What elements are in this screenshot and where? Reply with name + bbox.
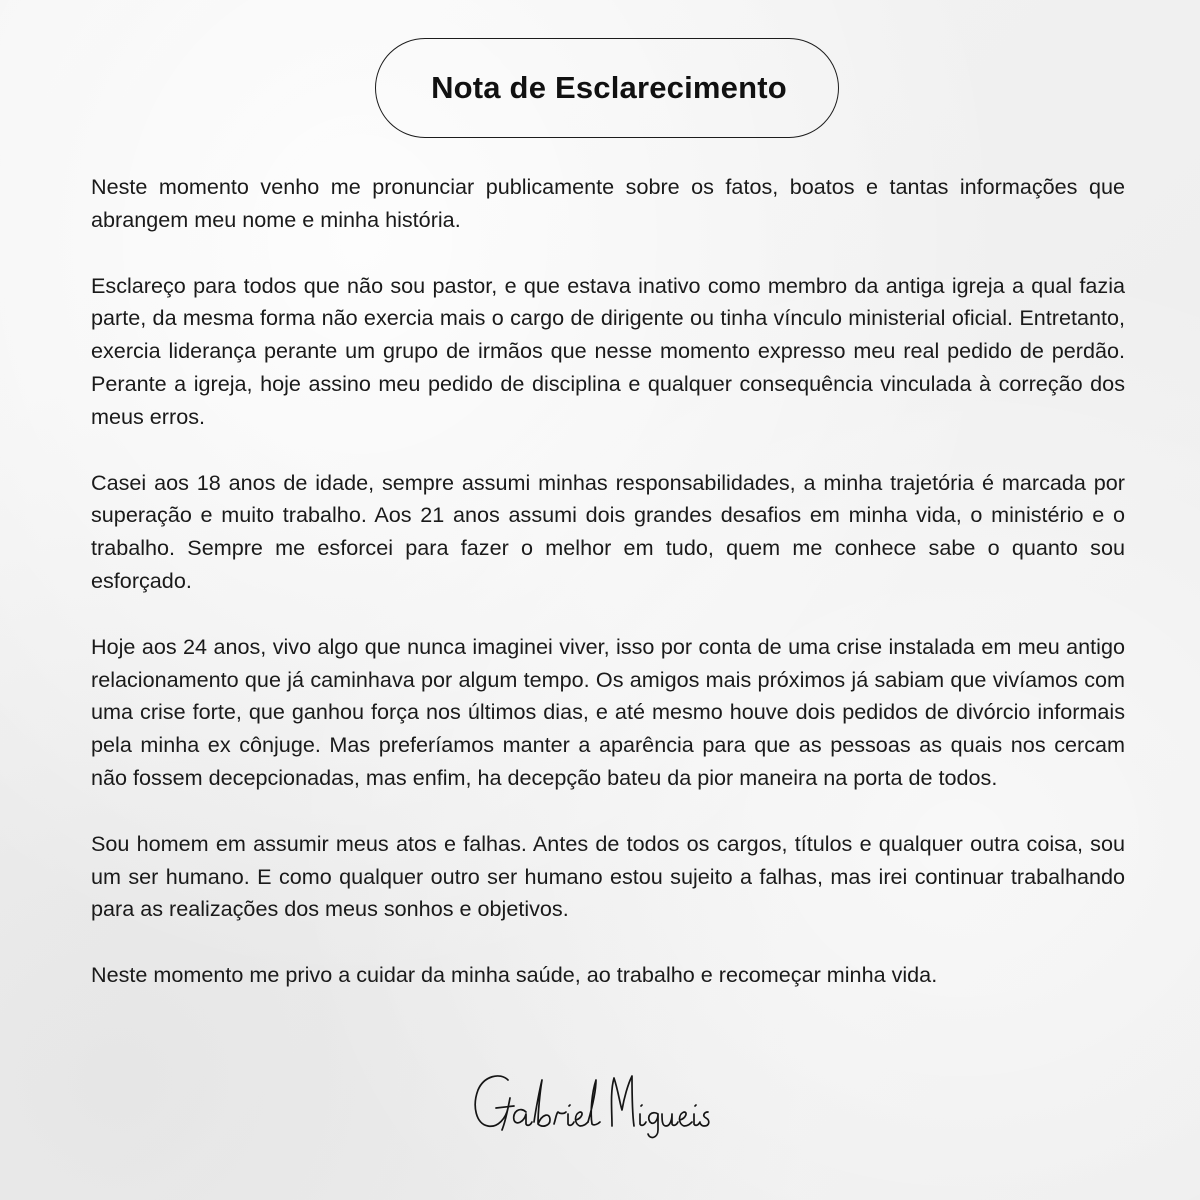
- paragraph-background: Casei aos 18 anos de idade, sempre assumi minhas responsabilidades, a minha trajetória é marcada por superação e muito trabalho. Aos 21 anos assumi dois grandes desafios em minha vida, o ministério e o trabalho. Sempre me esforcei para fazer o melhor em tudo, quem me conhece sabe o quanto sou esforçado.: [91, 469, 1125, 593]
- statement-body: [91, 171, 1125, 1025]
- paragraph-crisis: Hoje aos 24 anos, vivo algo que nunca imaginei viver, isso por conta de uma crise instalada em meu antigo relacionamento que já caminhava por algum tempo. Os amigos mais próximos já sabiam que vivíamos com uma crise forte, que ganhou força nos últimos dias, e até mesmo houve dois pedidos de divórcio informais pela minha ex cônjuge. Mas preferíamos manter a aparência para que as pessoas as quais nos cercam não fossem decepcionadas, mas enfim, ha decepção bateu da pior maneira na porta de todos.: [91, 633, 1125, 790]
- handwritten-signature: [470, 1068, 740, 1140]
- paragraph-intro: Neste momento venho me pronunciar publicamente sobre os fatos, boatos e tantas informações que abrangem meu nome e minha história.: [91, 174, 1125, 232]
- page-title: Nota de Esclarecimento: [431, 70, 787, 105]
- paragraph-clarification: Esclareço para todos que não sou pastor, e que estava inativo como membro da antiga igreja a qual fazia parte, da mesma forma não exercia mais o cargo de dirigente ou tinha vínculo ministerial oficial. Entretanto, exercia liderança perante um grupo de irmãos que nesse momento expresso meu real pedido de perdão. Perante a igreja, hoje assino meu pedido de disciplina e qualquer consequência vinculada à correção dos meus erros.: [91, 272, 1125, 429]
- paragraph-accountability: Sou homem em assumir meus atos e falhas. Antes de todos os cargos, títulos e qualquer outra coisa, sou um ser humano. E como qualquer outro ser humano estou sujeito a falhas, mas irei continuar trabalhando para as realizações dos meus sonhos e objetivos.: [91, 830, 1125, 922]
- title-pill: [375, 38, 839, 138]
- paragraph-closing: Neste momento me privo a cuidar da minha saúde, ao trabalho e recomeçar minha vida.: [91, 962, 938, 988]
